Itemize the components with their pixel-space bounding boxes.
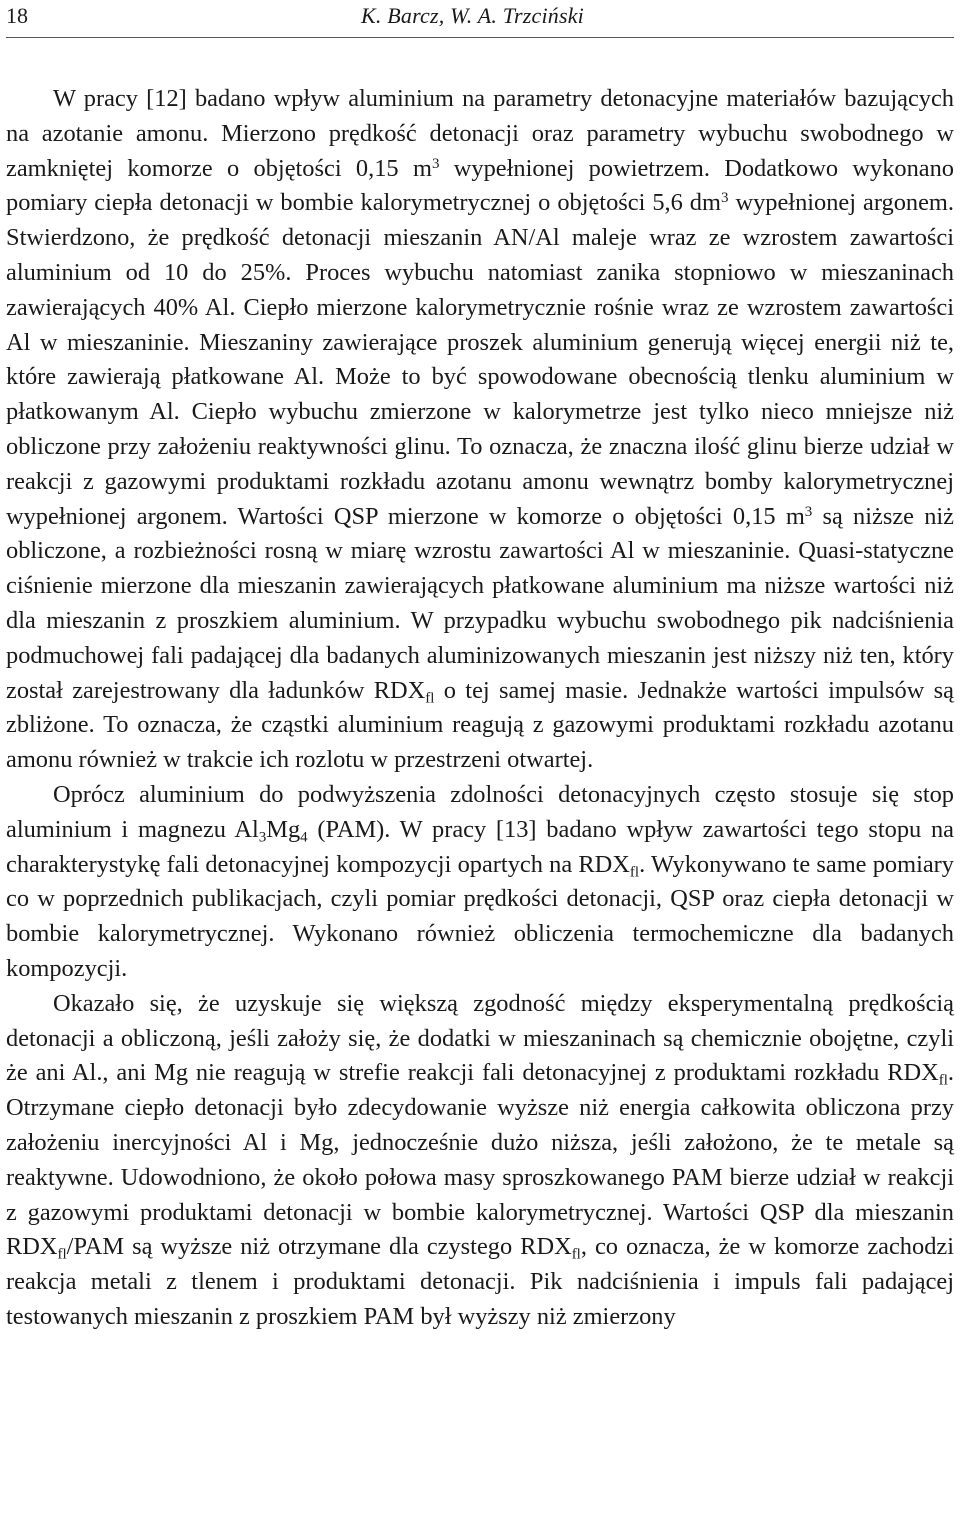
paragraph-1-text-3: wypełnionej argonem. Stwierdzono, że prędkość detonacji mieszanin AN/Al maleje wraz ze wzrostem zawartości aluminium od 10 do 25%. Proces wybuchu natomiast zanika stopniowo w mieszaninach zawierających 40% Al. Ciepło mierzone kalorymetrycznie rośnie wraz ze wzrostem zawartości Al w mieszaninie. Mieszaniny zawierające proszek aluminium generują więcej energii niż te, które zawierają płatkowane Al. Może to być spowodowane obecnością tlenku aluminium w płatkowanym Al. Ciepło wybuchu zmierzone w kalorymetrze jest tylko nieco mniejsze niż obliczone przy założeniu reaktywności glinu. To oznacza, że znaczna ilość glinu bierze udział w reakcji z gazowymi produktami rozkładu azotanu amonu wewnątrz bomby kalorymetrycznej wypełnionej argonem. Wartości QSP mierzone w komorze o objętości 0,15 m bbox=[6, 189, 954, 530]
paragraph-2-text-2: Mg bbox=[266, 815, 301, 843]
superscript-cubic-1: 3 bbox=[431, 155, 440, 172]
header-rule bbox=[6, 37, 954, 38]
subscript-al-count: 3 bbox=[258, 829, 267, 846]
paragraph-1-text-5: o tej samej masie. Jednakże wartości impulsów są zbliżone. To oznacza, że cząstki aluminium reagują z gazowymi produktami rozkładu azotanu amonu również w trakcie ich rozlotu w przestrzeni otwartej. bbox=[6, 676, 955, 774]
paragraph-3-text-4: , co oznacza, że w komorze zachodzi reakcja metali z tlenem i produktami detonacji. Pik nadciśnienia i impuls fali padającej testowanych mieszanin z proszkiem PAM był wyższy niż zmierzony bbox=[6, 1233, 954, 1330]
superscript-cubic-3: 3 bbox=[804, 503, 813, 520]
subscript-mg-count: 4 bbox=[300, 829, 308, 846]
page-number: 18 bbox=[6, 3, 28, 28]
article-body bbox=[6, 82, 954, 1335]
subscript-fl-5: fl bbox=[571, 1246, 581, 1263]
paragraph-3-text-1: Okazało się, że uzyskuje się większą zgodność między eksperymentalną prędkością detonacji a obliczoną, jeśli założy się, że dodatki w mieszaninach są chemicznie obojętne, czyli że ani Al., ani Mg nie reagują w strefie reakcji fali detonacyjnej z produktami rozkładu RDX bbox=[6, 989, 954, 1087]
subscript-fl-3: fl bbox=[938, 1072, 948, 1089]
paragraph-2-text-1: Oprócz aluminium do podwyższenia zdolności detonacyjnych często stosuje się stop aluminium i magnezu Al bbox=[6, 780, 954, 843]
paragraph-2-text-3: (PAM). W pracy [13] badano wpływ zawartości tego stopu na charakterystykę fali detonacyjnej kompozycji opartych na RDX bbox=[6, 815, 954, 878]
paragraph-3-text-3: /PAM są wyższe niż otrzymane dla czystego RDX bbox=[66, 1233, 572, 1261]
paragraph-1-text-2: wypełnionej powietrzem. Dodatkowo wykonano pomiary ciepła detonacji w bombie kalorymetrycznej o objętości 5,6 dm bbox=[6, 154, 955, 217]
subscript-fl-4: fl bbox=[57, 1246, 67, 1263]
paragraph-1 bbox=[6, 82, 954, 778]
paragraph-3 bbox=[6, 987, 954, 1335]
paragraph-1-text-1: W pracy [12] badano wpływ aluminium na parametry detonacyjne materiałów bazujących na azotanie amonu. Mierzono prędkość detonacji oraz parametry wybuchu swobodnego w zamkniętej komorze o objętości 0,15 m bbox=[6, 85, 954, 182]
page-header bbox=[6, 0, 954, 36]
paragraph-2 bbox=[6, 778, 954, 987]
superscript-cubic-2: 3 bbox=[720, 190, 729, 207]
subscript-fl-1: fl bbox=[425, 690, 435, 707]
paragraph-3-text-2: . Otrzymane ciepło detonacji było zdecydowanie wyższe niż energia całkowita obliczona przy założeniu inercyjności Al i Mg, jednocześnie dużo niższa, jeśli założono, że te metale są reaktywne. Udowodniono, że około połowa masy sproszkowanego PAM bierze udział w reakcji z gazowymi produktami detonacji w bombie kalorymetrycznej. Wartości QSP dla mieszanin RDX bbox=[6, 1059, 954, 1261]
subscript-fl-2: fl bbox=[629, 864, 640, 881]
paragraph-1-text-4: są niższe niż obliczone, a rozbieżności rosną w miarę wzrostu zawartości Al w mieszaninie. Quasi-statyczne ciśnienie mierzone dla mieszanin zawierających płatkowane aluminium ma niższe wartości niż dla mieszanin z proszkiem aluminium. W przypadku wybuchu swobodnego pik nadciśnienia podmuchowej fali padającej dla badanych aluminizowanych mieszanin jest niższy niż ten, który został zarejestrowany dla ładunków RDX bbox=[6, 502, 954, 704]
paragraph-2-text-4: . Wykonywano te same pomiary co w poprzednich publikacjach, czyli pomiar prędkości detonacji, QSP oraz ciepła detonacji w bombie kalorymetrycznej. Wykonano również obliczenia termochemiczne dla badanych kompozycji. bbox=[6, 850, 954, 982]
running-title: K. Barcz, W. A. Trzciński bbox=[361, 3, 584, 28]
